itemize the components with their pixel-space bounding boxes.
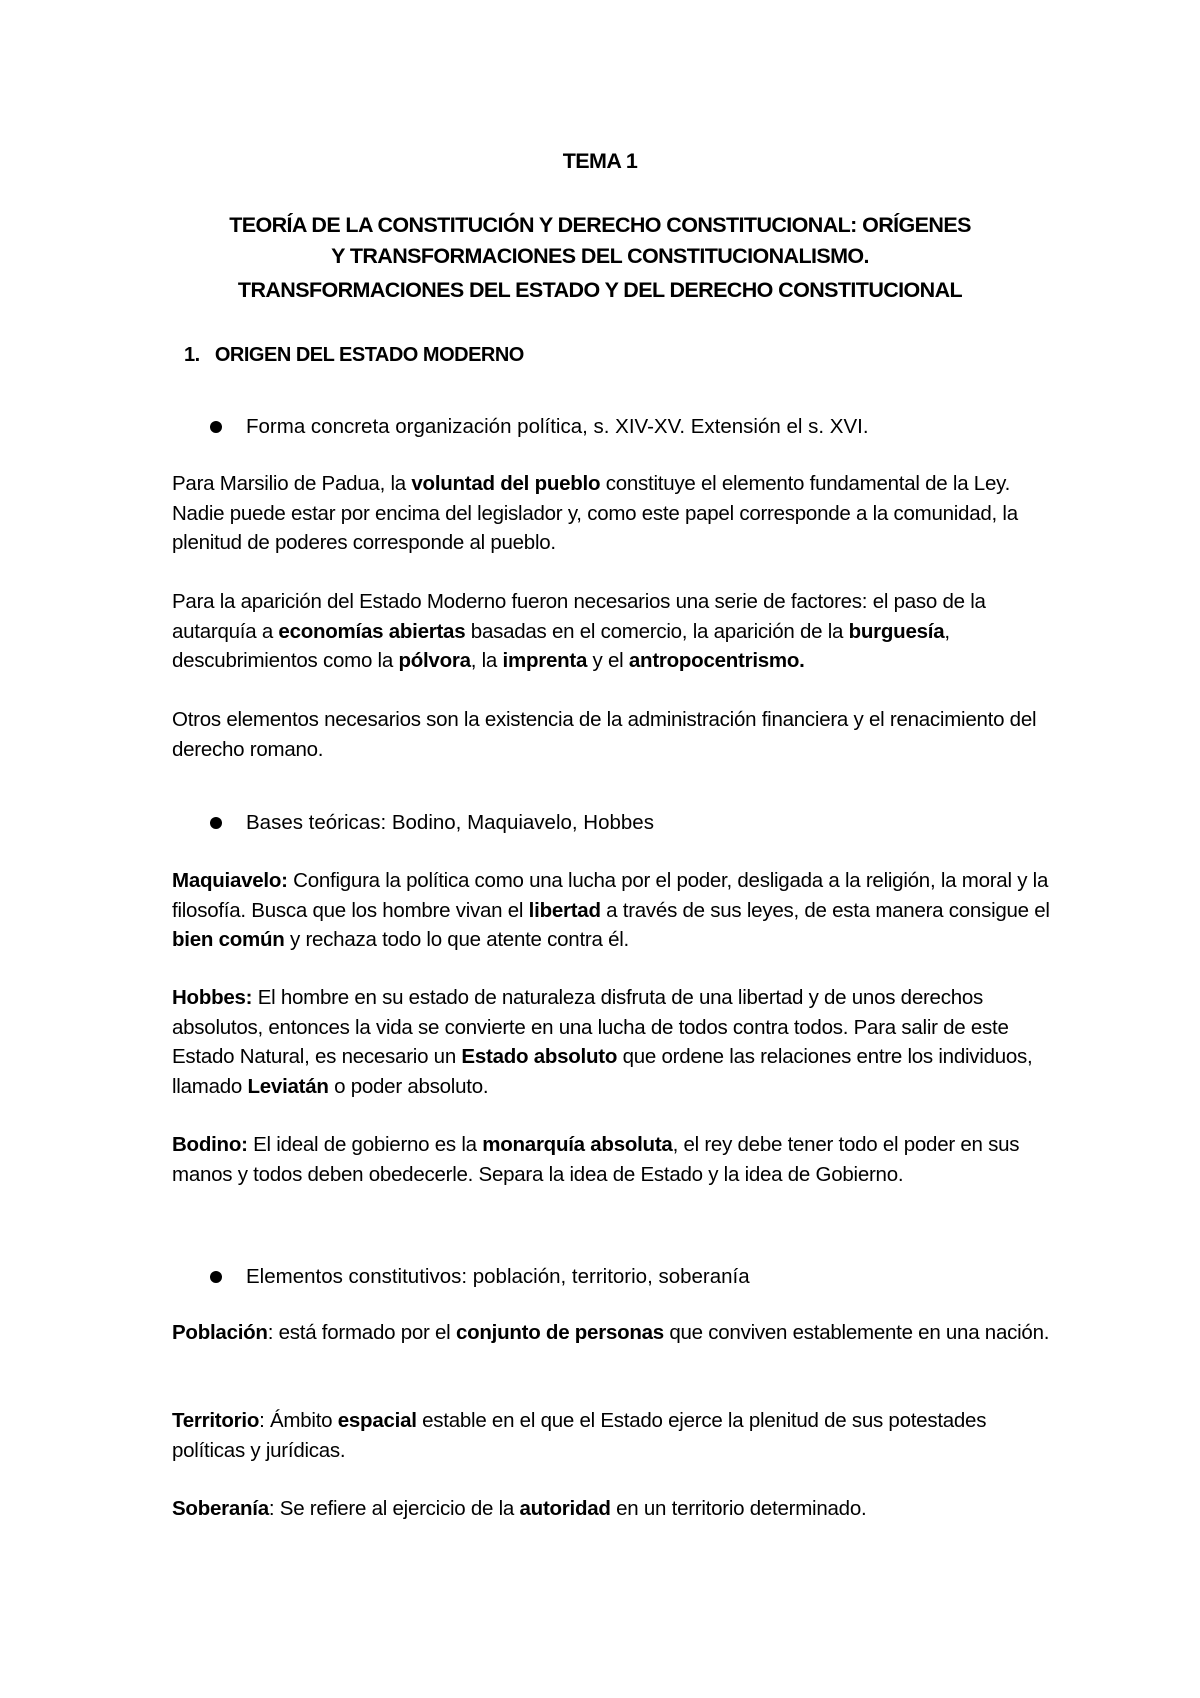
bullet-dot-icon [210,1271,222,1283]
paragraph-otros-elementos: Otros elementos necesarios son la existencia de la administración financiera y el renacimiento del derecho romano. [172,708,1037,761]
bold-term: Territorio [172,1409,260,1432]
bold-term: pólvora [398,649,471,672]
bold-term: libertad [528,898,601,922]
bold-term: Hobbes: [172,986,253,1009]
bullet-text: Forma concreta organización política, s. XIV-XV. Extensión el s. XVI. [246,415,869,438]
bold-term: Maquiavelo: [172,869,288,892]
paragraph-hobbes: Hobbes: El hombre en su estado de naturaleza disfruta de una libertad y de unos derechos absolutos, entonces la vida se convierte en una lucha de todos contra todos. Para salir de este Estado Natural, es necesario un Estado absoluto que ordene las relaciones entre los individuos, llamado Leviatán o poder absoluto. [172,986,1033,1098]
bullet-dot-icon [210,817,222,829]
bold-term: Estado absoluto [461,1045,618,1068]
bold-term: economías abiertas [278,619,466,643]
section-title: ORIGEN DEL ESTADO MODERNO [214,344,524,366]
document-title: TEMA 1 [562,149,638,173]
paragraph-marsilio: Para Marsilio de Padua, la voluntad del pueblo constituye el elemento fundamental de la Ley. Nadie puede estar por encima del legislador y, como este papel corresponde a la comunidad, la plenitud de poderes corresponde al pueblo. [172,472,1018,554]
bold-term: burguesía [848,619,945,643]
bullet-text: Elementos constitutivos: población, territorio, soberanía [246,1265,750,1288]
paragraph-factores: Para la aparición del Estado Moderno fueron necesarios una serie de factores: el paso de la autarquía a economías abiertas basadas en el comercio, la aparición de la burguesía, descubrimientos como la pólvora, la imprenta y el antropocentrismo. [172,590,986,672]
bold-term: conjunto de personas [455,1321,664,1344]
document-subtitle-line-3: TRANSFORMACIONES DEL ESTADO Y DEL DERECHO CONSTITUCIONAL [237,278,963,302]
paragraph-poblacion: Población: está formado por el conjunto de personas que conviven establemente en una nación. [172,1321,1050,1344]
paragraph-bodino: Bodino: El ideal de gobierno es la monarquía absoluta, el rey debe tener todo el poder en sus manos y todos deben obedecerle. Separa la idea de Estado y la idea de Gobierno. [172,1133,1020,1186]
bold-term: voluntad del pueblo [411,472,601,495]
paragraph-maquiavelo: Maquiavelo: Configura la política como una lucha por el poder, desligada a la religión, la moral y la filosofía. Busca que los hombre vivan el libertad a través de sus leyes, de esta manera consigue el bien común y rechaza todo lo que atente contra él. [172,869,1050,951]
bold-term: Bodino: [172,1133,248,1156]
bold-term: imprenta [502,649,588,672]
section-number: 1. [184,344,200,366]
paragraph-soberania: Soberanía: Se refiere al ejercicio de la autoridad en un territorio determinado. [172,1497,867,1520]
bold-term: Población [172,1321,268,1344]
document-subtitle-line-2: Y TRANSFORMACIONES DEL CONSTITUCIONALISMO. [331,244,869,268]
bold-term: autoridad [519,1497,611,1520]
bold-term: antropocentrismo. [628,649,805,672]
bold-term: bien común [172,928,285,951]
paragraph-territorio: Territorio: Ámbito espacial estable en el que el Estado ejerce la plenitud de sus potestades políticas y jurídicas. [172,1409,987,1462]
bold-term: Soberanía [172,1497,269,1520]
section-heading [184,344,524,367]
bullet-text: Bases teóricas: Bodino, Maquiavelo, Hobbes [246,811,654,834]
bold-term: espacial [337,1409,417,1432]
document-subtitle-line-1: TEORÍA DE LA CONSTITUCIÓN Y DERECHO CONSTITUCIONAL: ORÍGENES [229,213,971,237]
bullet-dot-icon [210,421,222,433]
bold-term: monarquía absoluta [482,1133,673,1156]
bold-term: Leviatán [247,1074,329,1098]
